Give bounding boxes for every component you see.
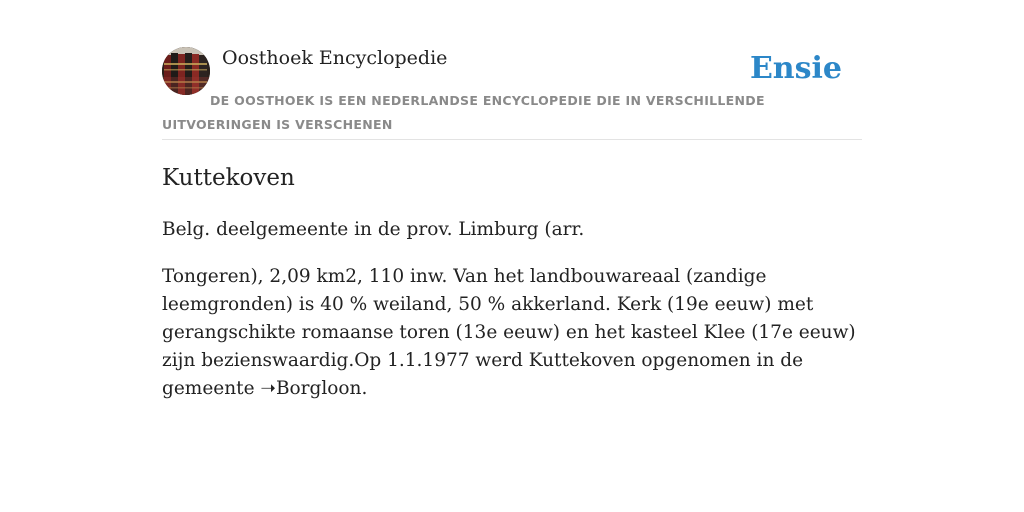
borgloon-link-label: Borgloon: [275, 378, 362, 399]
article-paragraph: [162, 263, 862, 403]
brand-logo[interactable]: Ensie: [749, 51, 842, 86]
site-tagline: DE OOSTHOEK IS EEN NEDERLANDSE ENCYCLOPEDIE DIE IN VERSCHILLENDE UITVOERINGEN IS VERSCHENEN: [162, 93, 765, 132]
borgloon-link[interactable]: [260, 378, 361, 399]
article: [162, 160, 862, 403]
site-name[interactable]: Oosthoek Encyclopedie: [222, 47, 448, 69]
encyclopedia-books-icon[interactable]: [162, 47, 210, 95]
arrow-right-icon: ➝: [260, 378, 276, 399]
site-header: [162, 46, 862, 140]
article-title: Kuttekoven: [162, 165, 295, 191]
article-paragraph-text: Tongeren), 2,09 km2, 110 inw. Van het landbouwareaal (zandige leemgronden) is 40 % weiland, 50 % akkerland. Kerk (19e eeuw) met gerangschikte romaanse toren (13e eeuw) en het kasteel Klee (17e eeuw) zijn bezienswaardig.Op 1.1.1977 werd Kuttekoven opgenomen in de gemeente: [162, 266, 856, 399]
article-paragraph: Belg. deelgemeente in de prov. Limburg (arr.: [162, 219, 585, 240]
paragraph-end: .: [361, 378, 368, 399]
